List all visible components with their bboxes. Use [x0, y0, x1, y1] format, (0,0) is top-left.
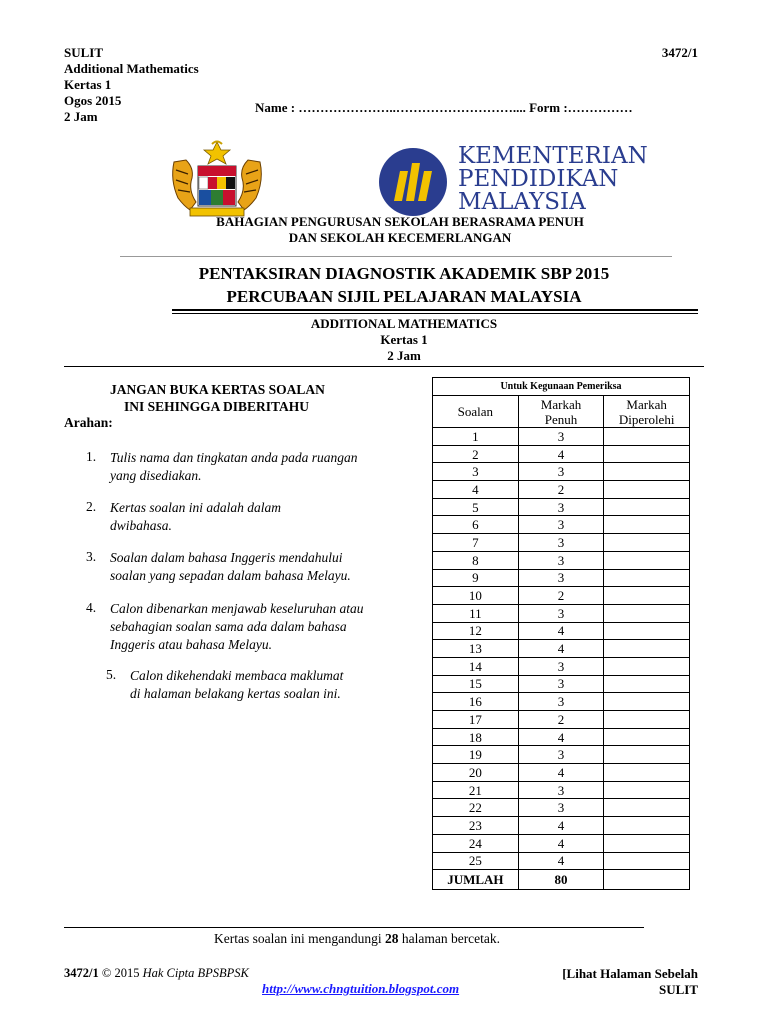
footer-sulit: SULIT [658, 982, 698, 997]
question-number-cell: 21 [433, 781, 519, 799]
obtained-marks-cell[interactable] [604, 799, 690, 817]
obtained-marks-cell[interactable] [604, 657, 690, 675]
table-row [433, 481, 690, 499]
table-row [433, 781, 690, 799]
full-marks-cell: 3 [518, 604, 604, 622]
obtained-marks-cell[interactable] [604, 534, 690, 552]
table-row [433, 728, 690, 746]
obtained-marks-cell[interactable] [604, 764, 690, 782]
footer-next-page: [Lihat Halaman Sebelah [562, 966, 698, 981]
page-count-note [214, 931, 500, 947]
full-marks-cell: 4 [518, 817, 604, 835]
full-marks-cell: 4 [518, 764, 604, 782]
instruction-line: di halaman belakang kertas soalan ini. [130, 686, 341, 701]
table-title: Untuk Kegunaan Pemeriksa [433, 378, 690, 396]
full-marks-cell: 3 [518, 428, 604, 446]
full-marks-cell: 3 [518, 534, 604, 552]
question-number-cell: 9 [433, 569, 519, 587]
col-header-line: Markah [540, 396, 582, 412]
header-code: 3472/1 [661, 45, 698, 60]
subject-block [64, 316, 744, 364]
full-marks-cell: 3 [518, 746, 604, 764]
question-number-cell: 4 [433, 481, 519, 499]
question-number-cell: 23 [433, 817, 519, 835]
full-marks-cell: 4 [518, 622, 604, 640]
table-row [433, 675, 690, 693]
obtained-marks-cell[interactable] [604, 498, 690, 516]
obtained-marks-cell[interactable] [604, 516, 690, 534]
question-number-cell: 7 [433, 534, 519, 552]
full-marks-cell: 2 [518, 711, 604, 729]
table-row [433, 604, 690, 622]
instruction-line: Calon dibenarkan menjawab keseluruhan atau [110, 601, 364, 616]
obtained-marks-cell[interactable] [604, 569, 690, 587]
divider-thin-2 [172, 313, 698, 314]
question-number-cell: 1 [433, 428, 519, 446]
coat-of-arms-logo [168, 140, 266, 220]
full-marks-cell: 4 [518, 852, 604, 870]
question-number-cell: 22 [433, 799, 519, 817]
obtained-marks-cell[interactable] [604, 746, 690, 764]
full-marks-cell: 3 [518, 799, 604, 817]
obtained-marks-cell[interactable] [604, 852, 690, 870]
full-marks-cell: 3 [518, 569, 604, 587]
instruction-text [110, 499, 410, 535]
header-paper: Kertas 1 [64, 77, 112, 92]
full-marks-cell: 3 [518, 516, 604, 534]
full-marks-cell: 3 [518, 498, 604, 516]
obtained-marks-cell[interactable] [604, 834, 690, 852]
instruction-number: 5. [106, 667, 117, 682]
exam-title-block [64, 262, 744, 308]
question-number-cell: 3 [433, 463, 519, 481]
obtained-marks-cell[interactable] [604, 481, 690, 499]
ministry-emblem-icon [378, 147, 448, 217]
divider-thin [120, 256, 672, 257]
obtained-marks-cell[interactable] [604, 675, 690, 693]
marks-table-body [433, 428, 690, 870]
name-form-line: Name : …………………..……………………….... Form :…………… [255, 100, 633, 115]
exam-title-2: PERCUBAAN SIJIL PELAJARAN MALAYSIA [226, 287, 582, 306]
ministry-line-3: MALAYSIA [458, 189, 586, 215]
divider-thick [172, 309, 698, 311]
header-date: Ogos 2015 [64, 93, 122, 108]
obtained-marks-cell[interactable] [604, 711, 690, 729]
table-row [433, 711, 690, 729]
total-obtained-cell[interactable] [604, 870, 690, 890]
col-header-line: Markah [626, 396, 667, 412]
division-name [100, 214, 700, 246]
instruction-line: soalan yang sepadan dalam bahasa Melayu. [110, 568, 351, 583]
instruction-line: dwibahasa. [110, 518, 172, 533]
question-number-cell: 15 [433, 675, 519, 693]
question-number-cell: 20 [433, 764, 519, 782]
footer-divider [64, 927, 644, 928]
col-header-markah-diperolehi [604, 396, 690, 428]
division-line-1: BAHAGIAN PENGURUSAN SEKOLAH BERASRAMA PENUH [216, 214, 584, 229]
footer-copyright [64, 966, 249, 981]
table-row [433, 569, 690, 587]
instruction-number: 2. [86, 499, 97, 514]
division-line-2: DAN SEKOLAH KECEMERLANGAN [288, 230, 512, 245]
table-row [433, 852, 690, 870]
full-marks-cell: 4 [518, 728, 604, 746]
table-row [433, 428, 690, 446]
arahan-label: Arahan: [64, 415, 113, 430]
question-number-cell: 16 [433, 693, 519, 711]
question-number-cell: 25 [433, 852, 519, 870]
full-marks-cell: 4 [518, 445, 604, 463]
question-number-cell: 14 [433, 657, 519, 675]
full-marks-cell: 3 [518, 551, 604, 569]
table-row [433, 551, 690, 569]
footer-url-link[interactable]: http://www.chngtuition.blogspot.com [262, 981, 460, 996]
obtained-marks-cell[interactable] [604, 463, 690, 481]
table-row [433, 693, 690, 711]
table-row [433, 587, 690, 605]
header-left-block [64, 45, 199, 125]
instruction-line: yang disediakan. [110, 468, 202, 483]
instruction-text [110, 549, 410, 585]
header-duration: 2 Jam [64, 109, 98, 124]
subject-duration: 2 Jam [387, 348, 421, 363]
obtained-marks-cell[interactable] [604, 817, 690, 835]
examiner-marks-table [432, 377, 690, 890]
total-label: JUMLAH [433, 870, 519, 890]
question-number-cell: 2 [433, 445, 519, 463]
footer-copyright-holder: Hak Cipta BPSBPSK [142, 966, 249, 980]
question-number-cell: 17 [433, 711, 519, 729]
instruction-number: 1. [86, 449, 97, 464]
table-row [433, 622, 690, 640]
question-number-cell: 8 [433, 551, 519, 569]
table-total-row [433, 870, 690, 890]
instruction-number: 4. [86, 600, 97, 615]
table-row [433, 834, 690, 852]
full-marks-cell: 3 [518, 693, 604, 711]
col-header-line: Penuh [544, 411, 578, 427]
full-marks-cell: 3 [518, 781, 604, 799]
obtained-marks-cell[interactable] [604, 640, 690, 658]
question-number-cell: 11 [433, 604, 519, 622]
col-header-markah-penuh [518, 396, 604, 428]
question-number-cell: 18 [433, 728, 519, 746]
full-marks-cell: 4 [518, 834, 604, 852]
obtained-marks-cell[interactable] [604, 428, 690, 446]
page-count-pre: Kertas soalan ini mengandungi [214, 931, 385, 946]
footer-code: 3472/1 [64, 966, 99, 980]
full-marks-cell: 4 [518, 640, 604, 658]
col-header-soalan: Soalan [433, 396, 519, 428]
obtained-marks-cell[interactable] [604, 445, 690, 463]
full-marks-cell: 2 [518, 481, 604, 499]
footer-copyright-year: © 2015 [98, 966, 143, 980]
instruction-text [110, 449, 410, 485]
question-number-cell: 24 [433, 834, 519, 852]
obtained-marks-cell[interactable] [604, 781, 690, 799]
exam-title-1: PENTAKSIRAN DIAGNOSTIK AKADEMIK SBP 2015 [198, 264, 610, 283]
table-row [433, 746, 690, 764]
instruction-text [130, 667, 410, 703]
table-title-row [433, 378, 690, 396]
page-count-number: 28 [384, 931, 399, 946]
table-row [433, 817, 690, 835]
instruction-line: sebahagian soalan sama ada dalam bahasa [110, 619, 347, 634]
table-row [433, 534, 690, 552]
table-row [433, 640, 690, 658]
subject-paper: Kertas 1 [380, 332, 428, 347]
ministry-line-1: KEMENTERIAN [458, 143, 648, 169]
table-row [433, 498, 690, 516]
instruction-text [110, 600, 410, 654]
question-number-cell: 12 [433, 622, 519, 640]
instruction-number: 3. [86, 549, 97, 564]
table-header-row [433, 396, 690, 428]
table-row [433, 657, 690, 675]
instruction-line: Tulis nama dan tingkatan anda pada ruangan [110, 450, 358, 465]
header-subject: Additional Mathematics [64, 61, 199, 76]
warning-line-1: JANGAN BUKA KERTAS SOALAN [110, 382, 325, 397]
instruction-line: Soalan dalam bahasa Inggeris mendahului [110, 550, 343, 565]
full-marks-cell: 3 [518, 675, 604, 693]
ministry-line-2: PENDIDIKAN [458, 166, 619, 192]
full-marks-cell: 3 [518, 657, 604, 675]
total-value: 80 [518, 870, 604, 890]
obtained-marks-cell[interactable] [604, 622, 690, 640]
subject-name: ADDITIONAL MATHEMATICS [310, 316, 498, 331]
instruction-line: Calon dikehendaki membaca maklumat [130, 668, 344, 683]
ministry-name [458, 145, 648, 214]
obtained-marks-cell[interactable] [604, 728, 690, 746]
warning-line-2: INI SEHINGGA DIBERITAHU [124, 399, 310, 414]
obtained-marks-cell[interactable] [604, 604, 690, 622]
question-number-cell: 5 [433, 498, 519, 516]
question-number-cell: 10 [433, 587, 519, 605]
table-row [433, 445, 690, 463]
instruction-line: Inggeris atau bahasa Melayu. [110, 637, 272, 652]
table-row [433, 764, 690, 782]
full-marks-cell: 2 [518, 587, 604, 605]
page-count-post: halaman bercetak. [398, 931, 501, 946]
full-marks-cell: 3 [518, 463, 604, 481]
col-header-line: Diperolehi [618, 411, 675, 427]
instruction-line: Kertas soalan ini adalah dalam [110, 500, 282, 515]
obtained-marks-cell[interactable] [604, 551, 690, 569]
table-row [433, 516, 690, 534]
divider-subject [64, 366, 704, 367]
question-number-cell: 13 [433, 640, 519, 658]
table-row [433, 463, 690, 481]
question-number-cell: 6 [433, 516, 519, 534]
obtained-marks-cell[interactable] [604, 693, 690, 711]
header-sulit: SULIT [64, 45, 104, 60]
obtained-marks-cell[interactable] [604, 587, 690, 605]
question-number-cell: 19 [433, 746, 519, 764]
table-row [433, 799, 690, 817]
